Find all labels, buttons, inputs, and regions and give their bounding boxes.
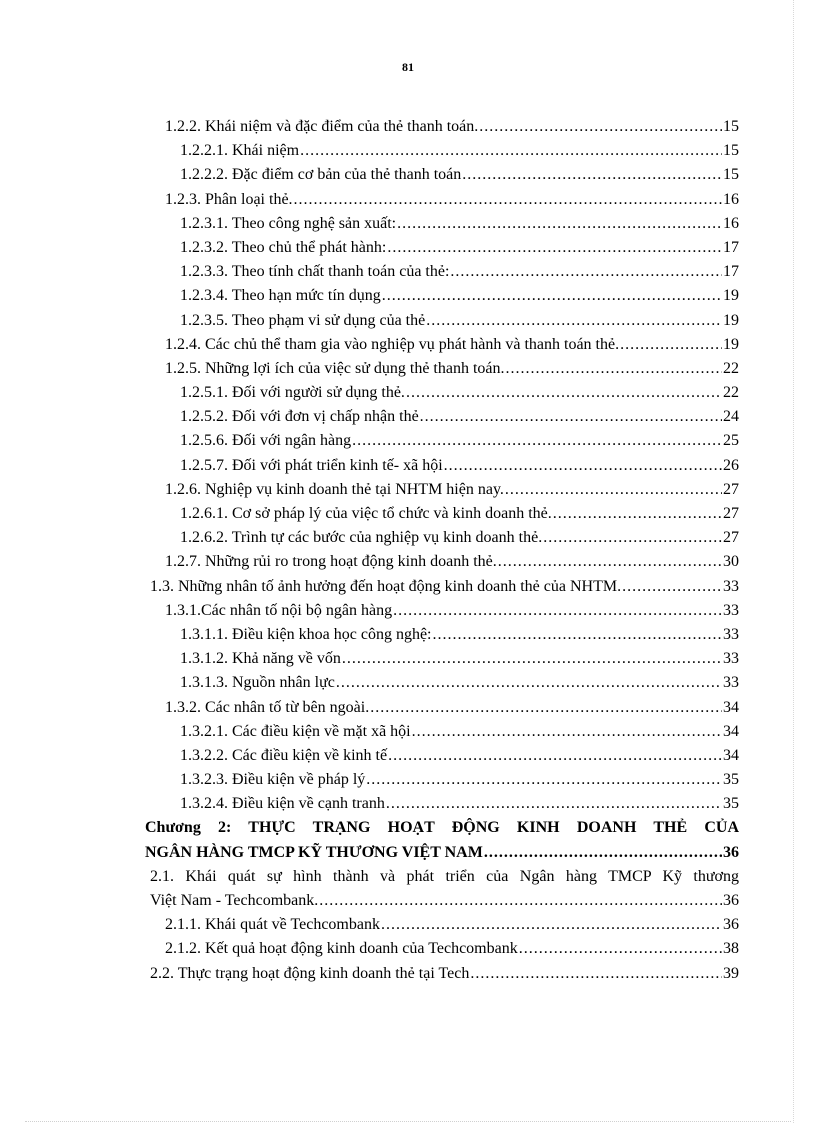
toc-entry-page-number: 19 [723,287,739,305]
toc-entry [145,478,739,502]
toc-section-entry-2-1 [145,865,739,913]
toc-entry-title: 1.2.5.6. Đối với ngân hàng [180,432,352,450]
toc-leader-dots [498,550,722,574]
toc-entry-page-number: 26 [723,456,739,474]
toc-leader-dots [370,696,722,720]
toc-entry [145,937,739,961]
toc-entry-title: 1.2.3.3. Theo tính chất thanh toán của thẻ: [180,263,450,281]
toc-leader-dots [393,599,722,623]
toc-entry-title: 1.2.5.2. Đối với đơn vị chấp nhận thẻ [180,408,419,426]
toc-entry-page-number: 30 [723,553,739,571]
toc-entry-title: 1.3.1.Các nhân tố nội bộ ngân hàng [165,601,393,619]
toc-entry-title: 1.3.2.3. Điều kiện về pháp lý [180,771,366,789]
toc-entry [145,115,739,139]
toc-entry [145,309,739,333]
toc-leader-dots [406,381,722,405]
toc-leader-dots [484,841,722,865]
toc-entries [145,115,739,816]
toc-entry-title: 1.2.3. Phân loại thẻ. [165,190,293,208]
toc-leader-dots [412,720,722,744]
toc-entry-page-number: 33 [723,601,739,619]
toc-leader-dots [319,889,722,913]
toc-entry [145,405,739,429]
toc-leader-dots [444,454,722,478]
toc-entry-page-number: 33 [723,577,739,595]
toc-entry [145,502,739,526]
toc-entry-title: 1.2.7. Những rủi ro trong hoạt động kinh doanh thẻ. [165,553,497,571]
toc-entry-page-number: 35 [723,771,739,789]
toc-entry [145,381,739,405]
toc-entry-page-number: 22 [723,359,739,377]
toc-entry [145,962,739,986]
toc-entry-page-number: 22 [723,384,739,402]
toc-leader-dots [543,526,722,550]
toc-entry-title: 1.2.5.7. Đối với phát triển kinh tế- xã hội [180,456,443,474]
toc-entry [145,768,739,792]
toc-entry [145,236,739,260]
toc-entry [145,333,739,357]
toc-leader-dots [519,937,722,961]
toc-entry-page-number: 35 [723,795,739,813]
toc-entry [145,792,739,816]
toc-leader-dots [462,163,722,187]
toc-entry-title: 1.2.6.2. Trình tự các bước của nghiệp vụ kinh doanh thẻ. [180,529,543,547]
toc-entry [145,454,739,478]
toc-leader-dots [382,284,722,308]
toc-entry-title: 1.2.2.2. Đặc điểm cơ bản của thẻ thanh toán [180,166,462,184]
chapter-title-line1: Chương 2: THỰC TRẠNG HOẠT ĐỘNG KINH DOANH THẺ CỦA [145,819,739,837]
toc-entry-title: 1.2.2.1. Khái niệm [180,142,300,160]
toc-entry-title: 2.2. Thực trạng hoạt động kinh doanh thẻ tại Tech [150,964,470,982]
toc-leader-dots [479,115,722,139]
toc-leader-dots [450,260,722,284]
section-title-line1: 2.1. Khái quát sự hình thành và phát triển của Ngân hàng TMCP Kỹ thương [150,867,739,885]
toc-entry [145,720,739,744]
toc-entry-page-number: 34 [723,722,739,740]
toc-entry-title: 1.3. Những nhân tố ảnh hưởng đến hoạt động kinh doanh thẻ của NHTM. [150,577,622,595]
toc-entry [145,357,739,381]
toc-entry-title: 1.2.4. Các chủ thể tham gia vào nghiệp vụ phát hành và thanh toán thẻ. [165,335,620,353]
toc-entry-title: 1.3.1.1. Điều kiện khoa học công nghệ: [180,625,432,643]
toc-entry [145,913,739,937]
toc-entry-page-number: 33 [723,625,739,643]
toc-entry [145,671,739,695]
toc-entry [145,575,739,599]
page-bottom-guide [25,1121,791,1122]
toc-entry-title: 1.2.5. Những lợi ích của việc sử dụng thẻ thanh toán. [165,359,505,377]
toc-entry-page-number: 39 [723,964,739,982]
toc-entry-page-number: 25 [723,432,739,450]
toc-entry-title: 1.2.3.4. Theo hạn mức tín dụng [180,287,381,305]
toc-entry-title: 2.1.2. Kết quả hoạt động kinh doanh của Techcombank [165,940,518,958]
toc-entry-page-number: 34 [723,698,739,716]
toc-entry-title: 1.3.2. Các nhân tố từ bên ngoài. [165,698,370,716]
toc-entry-title: 1.2.6. Nghiệp vụ kinh doanh thẻ tại NHTM hiện nay. [165,480,504,498]
toc-entry [145,599,739,623]
toc-leader-dots [620,333,722,357]
toc-entry-page-number: 15 [723,166,739,184]
toc-entry [145,696,739,720]
toc-entry-page-number: 17 [723,238,739,256]
toc-leader-dots [381,913,722,937]
page-number: 81 [402,60,414,74]
toc-entry [145,429,739,453]
chapter-page-number: 36 [723,843,739,861]
toc-entry [145,212,739,236]
toc-entry-page-number: 17 [723,263,739,281]
toc-entry-page-number: 36 [723,916,739,934]
toc-leader-dots [366,768,722,792]
section-title-line2-row [145,889,739,913]
toc-entry-page-number: 15 [723,142,739,160]
toc-entry-title: 2.1.1. Khái quát về Techcombank [165,916,380,934]
toc-entry-title: 1.2.3.5. Theo phạm vi sử dụng của thẻ [180,311,426,329]
toc-entry-title: 1.2.2. Khái niệm và đặc điểm của thẻ thanh toán. [165,118,479,135]
toc-chapter-entry [145,816,739,864]
toc-leader-dots [336,671,722,695]
toc-leader-dots [388,744,722,768]
toc-entries-after [145,913,739,986]
toc-entry-title: 1.2.6.1. Cơ sở pháp lý của việc tổ chức và kinh doanh thẻ. [180,505,552,522]
toc-entry [145,623,739,647]
toc-leader-dots [386,792,722,816]
toc-entry [145,284,739,308]
toc-entry-title: 1.3.2.2. Các điều kiện về kinh tế [180,746,388,764]
toc-entry-page-number: 16 [723,214,739,232]
toc-entry-page-number: 16 [723,190,739,208]
toc-entry-title: 1.3.1.2. Khả năng về vốn [180,650,341,668]
toc-leader-dots [342,647,722,671]
page-edge-guide [793,0,794,1123]
toc-entry-page-number: 33 [723,674,739,692]
toc-entry-title: 1.2.3.1. Theo công nghệ sản xuất: [180,214,397,232]
toc-entry-page-number: 27 [723,505,739,522]
toc-leader-dots [294,188,722,212]
section-page-number: 36 [723,892,739,909]
toc-entry-page-number: 38 [723,940,739,958]
toc-leader-dots [433,623,723,647]
table-of-contents [145,115,739,986]
section-title-line2: Việt Nam - Techcombank. [150,892,319,909]
toc-entry [145,526,739,550]
toc-entry-page-number: 27 [723,480,739,498]
toc-entry [145,139,739,163]
toc-leader-dots [506,357,722,381]
toc-entry-title: 1.3.1.3. Nguồn nhân lực [180,674,335,692]
toc-entry [145,647,739,671]
toc-entry-title: 1.2.3.2. Theo chủ thể phát hành: [180,238,387,256]
toc-leader-dots [387,236,722,260]
toc-entry-page-number: 19 [723,311,739,329]
toc-leader-dots [352,429,722,453]
toc-entry [145,188,739,212]
chapter-title-line2: NGÂN HÀNG TMCP KỸ THƯƠNG VIỆT NAM [145,843,483,861]
toc-entry [145,550,739,574]
toc-leader-dots [553,502,722,526]
toc-leader-dots [470,962,722,986]
toc-entry-page-number: 19 [723,335,739,353]
toc-entry-page-number: 33 [723,650,739,668]
toc-entry-title: 1.2.5.1. Đối với người sử dụng thẻ. [180,384,405,402]
toc-leader-dots [505,478,722,502]
toc-entry-page-number: 24 [723,408,739,426]
toc-leader-dots [420,405,722,429]
toc-entry [145,163,739,187]
toc-entry-title: 1.3.2.4. Điều kiện về cạnh tranh [180,795,385,813]
toc-entry-page-number: 15 [723,118,739,135]
toc-leader-dots [300,139,722,163]
toc-entry-title: 1.3.2.1. Các điều kiện về mặt xã hội [180,722,411,740]
toc-entry [145,260,739,284]
toc-leader-dots [622,575,722,599]
toc-entry [145,744,739,768]
toc-entry-page-number: 27 [723,529,739,547]
toc-entry-page-number: 34 [723,746,739,764]
toc-leader-dots [426,309,722,333]
toc-leader-dots [397,212,722,236]
chapter-title-line2-row [145,841,739,865]
